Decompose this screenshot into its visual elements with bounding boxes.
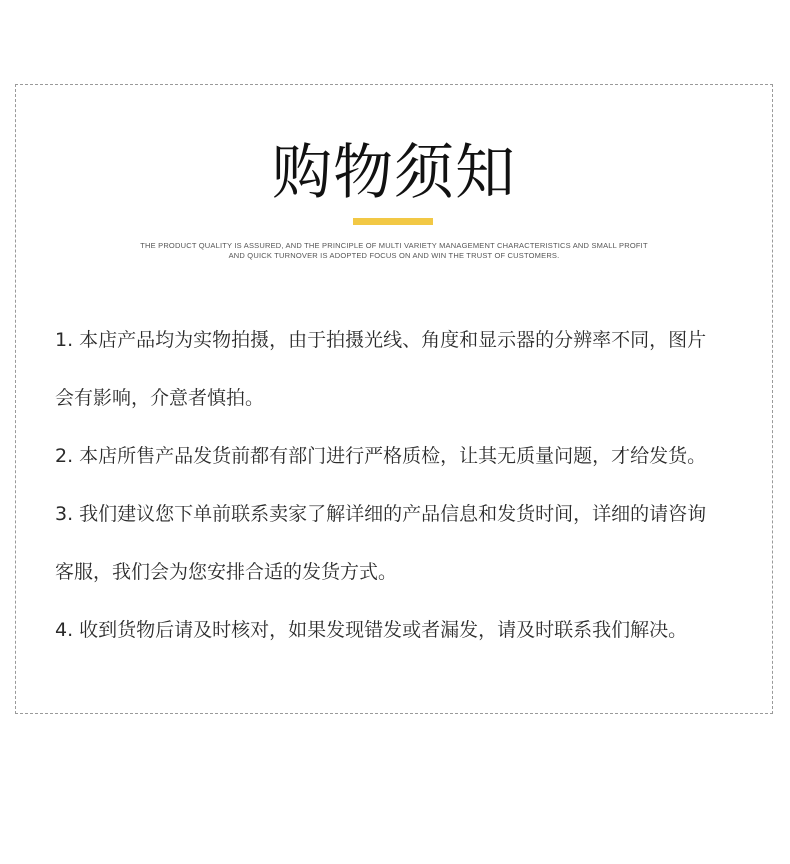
notice-rules xyxy=(55,311,752,659)
notice-title: 购物须知 xyxy=(272,138,516,208)
rule-line-4: 4. 收到货物后请及时核对，如果发现错发或者漏发，请及时联系我们解决。 xyxy=(55,619,688,641)
rule-line-1: 1. 本店产品均为实物拍摄，由于拍摄光线、角度和显示器的分辨率不同，图片 xyxy=(55,329,707,351)
subtitle-line: AND QUICK TURNOVER IS ADOPTED FOCUS ON AND WIN THE TRUST OF CUSTOMERS. xyxy=(228,251,560,260)
rule-line-3: 3. 我们建议您下单前联系卖家了解详细的产品信息和发货时间，详细的请咨询 xyxy=(55,503,707,525)
rule-line-1-continued: 会有影响，介意者慎拍。 xyxy=(55,387,265,409)
rule-line-3-continued: 客服，我们会为您安排合适的发货方式。 xyxy=(55,561,398,583)
subtitle-line: THE PRODUCT QUALITY IS ASSURED, AND THE PRINCIPLE OF MULTI VARIETY MANAGEMENT CHARACTERISTICS AND SMALL PROFIT xyxy=(140,241,648,250)
notice-subtitle xyxy=(76,241,712,261)
rule-line-2: 2. 本店所售产品发货前都有部门进行严格质检，让其无质量问题，才给发货。 xyxy=(55,445,707,467)
shopping-notice-panel xyxy=(15,84,773,714)
title-accent-bar xyxy=(353,218,433,225)
